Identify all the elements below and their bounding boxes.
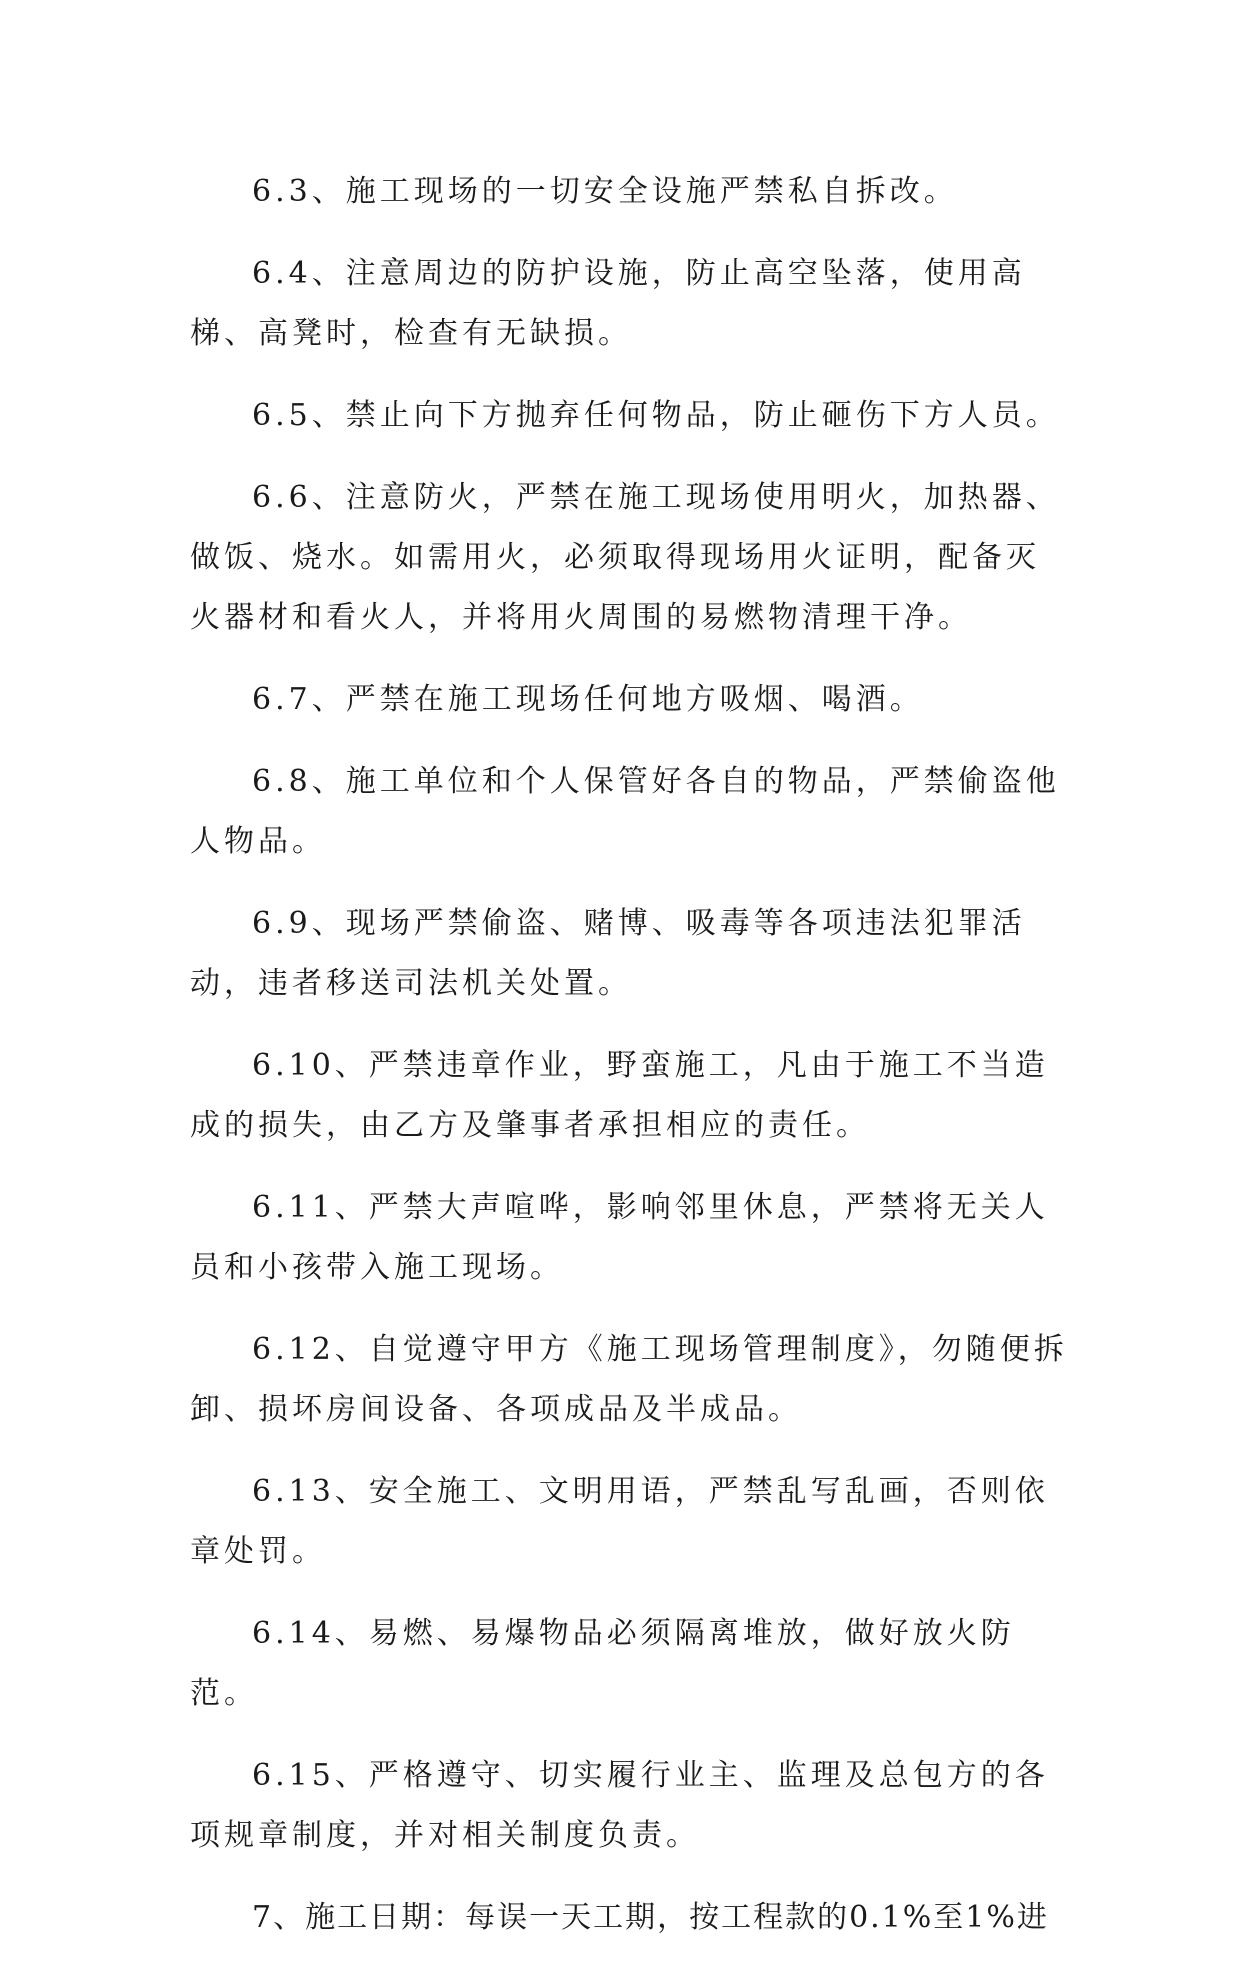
paragraph-6-13: 6.13、安全施工、文明用语，严禁乱写乱画，否则依章处罚。 xyxy=(190,1474,1049,1569)
document-body xyxy=(190,162,1070,1970)
paragraph-6-15: 6.15、严格遵守、切实履行业主、监理及总包方的各项规章制度，并对相关制度负责。 xyxy=(190,1758,1049,1853)
paragraph-6-11: 6.11、严禁大声喧哗，影响邻里休息，严禁将无关人员和小孩带入施工现场。 xyxy=(190,1190,1049,1285)
paragraph-7: 7、施工日期：每误一天工期，按工程款的0.1%至1%进 xyxy=(252,1900,1049,1935)
paragraph-6-5: 6.5、禁止向下方抛弃任何物品，防止砸伤下方人员。 xyxy=(252,398,1060,433)
paragraph-6-9: 6.9、现场严禁偷盗、赌博、吸毒等各项违法犯罪活动，违者移送司法机关处置。 xyxy=(190,906,1026,1001)
paragraph-6-3: 6.3、施工现场的一切安全设施严禁私自拆改。 xyxy=(252,174,958,209)
paragraph-6-14: 6.14、易燃、易爆物品必须隔离堆放，做好放火防范。 xyxy=(190,1616,1015,1711)
paragraph-6-10: 6.10、严禁违章作业，野蛮施工，凡由于施工不当造成的损失，由乙方及肇事者承担相应的责任。 xyxy=(190,1048,1049,1143)
paragraph-6-8: 6.8、施工单位和个人保管好各自的物品，严禁偷盗他人物品。 xyxy=(190,764,1060,859)
paragraph-6-6: 6.6、注意防火，严禁在施工现场使用明火，加热器、做饭、烧水。如需用火，必须取得现场用火证明，配备灭火器材和看火人，并将用火周围的易燃物清理干净。 xyxy=(190,480,1060,635)
paragraph-6-12: 6.12、自觉遵守甲方《施工现场管理制度》，勿随便拆卸、损坏房间设备、各项成品及半成品。 xyxy=(190,1332,1068,1427)
paragraph-6-4: 6.4、注意周边的防护设施，防止高空坠落，使用高梯、高凳时，检查有无缺损。 xyxy=(190,256,1026,351)
paragraph-6-7: 6.7、严禁在施工现场任何地方吸烟、喝酒。 xyxy=(252,682,924,717)
